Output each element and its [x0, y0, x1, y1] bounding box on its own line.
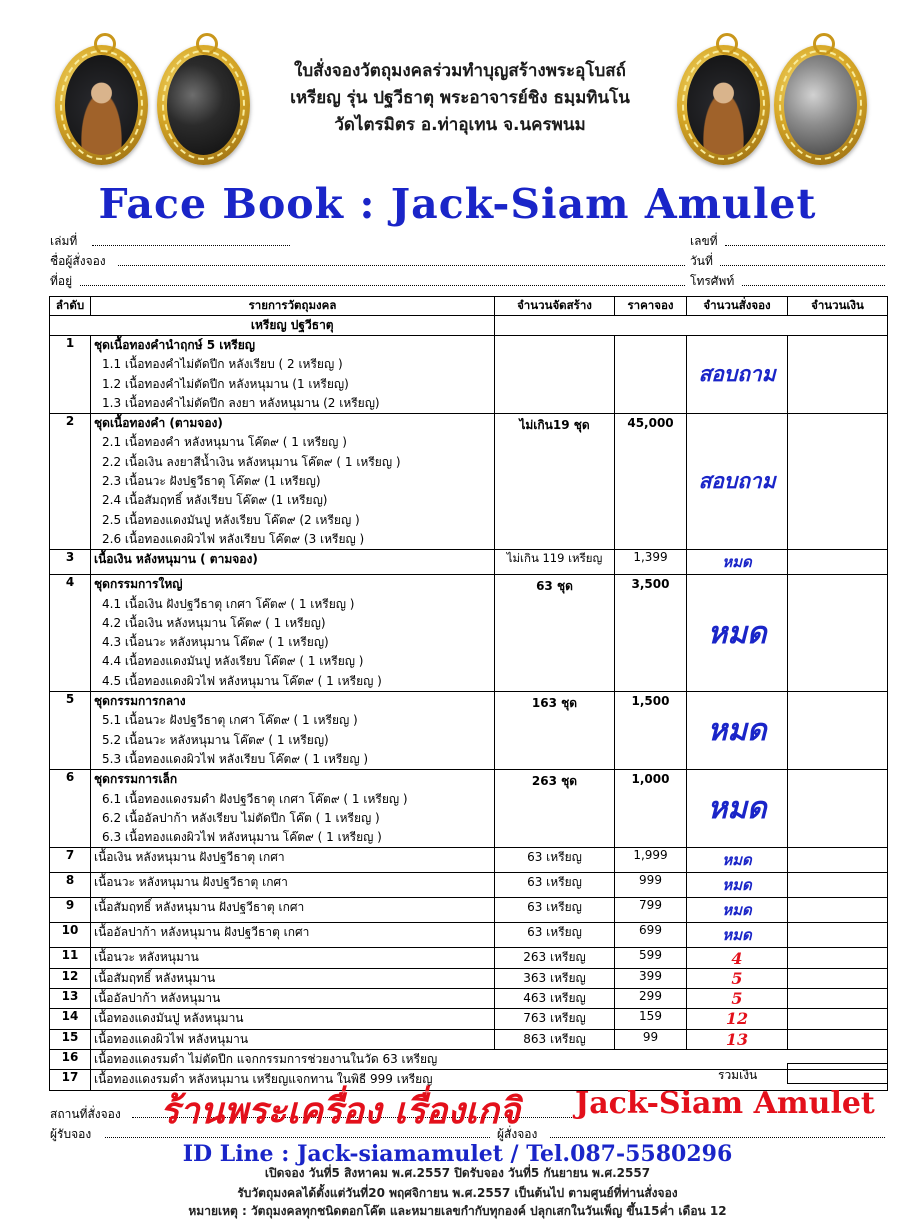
shop-name: ร้านพระเครื่อง เรื่องเกจิ — [160, 1090, 521, 1132]
note-open-close: เปิดจอง วันที่5 สิงหาคม พ.ศ.2557 ปิดรับจอง วันที่5 กันยายน พ.ศ.2557 — [264, 1166, 651, 1180]
price: 699 — [615, 923, 687, 948]
row-title: ชุดเนื้อทองคำนำฤกษ์ 5 เหรียญ — [94, 338, 255, 352]
medallion-back-right — [774, 45, 867, 165]
amount-cell[interactable] — [788, 898, 888, 923]
row-title: เนื้อทองแดงมันปู หลังหนุมาน — [94, 1011, 244, 1026]
amount-cell[interactable] — [788, 948, 888, 968]
sub-item: 1.1 เนื้อทองคำไม่ตัดปีก หลังเรียบ ( 2 เหรียญ ) — [102, 357, 343, 372]
price: 1,000 — [615, 770, 687, 848]
sub-item: 5.1 เนื้อนวะ ฝังปฐวีธาตุ เกศา โค๊ต๙ ( 1 เหรียญ ) — [102, 713, 358, 728]
medallion-front-right — [677, 45, 770, 165]
header-price: ราคาจอง — [615, 297, 687, 316]
status: หมด — [687, 923, 788, 948]
sub-item: 4.3 เนื้อนวะ หลังหนุมาน โค๊ต๙ ( 1 เหรียญ) — [102, 635, 329, 650]
sub-item: 5.2 เนื้อนวะ หลังหนุมาน โค๊ต๙ ( 1 เหรียญ) — [102, 732, 329, 747]
status: สอบถาม — [687, 336, 788, 414]
order-table — [49, 296, 888, 1091]
date-field[interactable] — [720, 265, 885, 266]
name-field[interactable] — [118, 265, 685, 266]
amount-cell[interactable] — [788, 968, 888, 988]
price: 99 — [615, 1029, 687, 1049]
status: หมด — [687, 848, 788, 873]
amount-cell[interactable] — [788, 414, 888, 550]
row-title: ชุดกรรมการกลาง — [94, 694, 186, 709]
row-no: 2 — [50, 414, 91, 550]
row-title: ชุดกรรมการเล็ก — [94, 772, 178, 787]
row-title: เนื้อทองแดงรมดำ ไม่ตัดปีก แจกกรรมการช่วยงานในวัด 63 เหรียญ — [94, 1051, 438, 1066]
sub-item: 4.5 เนื้อทองแดงผิวไฟ หลังหนุมาน โค๊ต๙ ( 1 เหรียญ ) — [102, 673, 382, 688]
price: 799 — [615, 898, 687, 923]
status: 5 — [687, 989, 788, 1009]
subheader: เหรียญ ปฐวีธาตุ — [91, 316, 495, 336]
row-no: 5 — [50, 692, 91, 770]
price: 999 — [615, 873, 687, 898]
row-title: เนื้อเงิน หลังหนุมาน ฝังปฐวีธาตุ เกศา — [94, 850, 285, 865]
sub-item: 5.3 เนื้อทองแดงผิวไฟ หลังเรียบ โค๊ต๙ ( 1 เหรียญ ) — [102, 751, 369, 766]
address-field[interactable] — [80, 285, 685, 286]
amount-cell[interactable] — [788, 336, 888, 414]
book-no-field[interactable] — [92, 245, 290, 246]
production-qty: 163 ชุด — [495, 692, 615, 770]
header-order-qty: จำนวนสั่งจอง — [687, 297, 788, 316]
shop-label: สถานที่สั่งจอง — [50, 1107, 121, 1121]
sub-item: 4.1 เนื้อเงิน ฝังปฐวีธาตุ เกศา โค๊ต๙ ( 1 เหรียญ ) — [102, 596, 355, 611]
amount-cell[interactable] — [788, 550, 888, 575]
receiver-label: ผู้รับจอง — [50, 1127, 92, 1141]
production-qty: ไม่เกิน19 ชุด — [495, 414, 615, 550]
amount-cell[interactable] — [788, 575, 888, 692]
row-title: เนื้ออัลปาก้า หลังหนุมาน — [94, 991, 221, 1006]
sub-item: 1.3 เนื้อทองคำไม่ตัดปีก ลงยา หลังหนุมาน (2 เหรียญ) — [102, 395, 380, 410]
sub-item: 2.5 เนื้อทองแดงมันปู หลังเรียบ โค๊ต๙ (2 เหรียญ ) — [102, 512, 360, 527]
row-title: เนื้อสัมฤทธิ์ หลังหนุมาน ฝังปฐวีธาตุ เกศา — [94, 900, 305, 915]
row-no: 9 — [50, 898, 91, 923]
id-line-contact: ID Line : Jack-siamamulet / Tel.087-5580296 — [182, 1141, 733, 1167]
shop-name-en: Jack-Siam Amulet — [575, 1086, 875, 1121]
sub-item: 2.1 เนื้อทองคำ หลังหนุมาน โค๊ต๙ ( 1 เหรียญ ) — [102, 435, 347, 450]
orderer-label: ผู้สั่งจอง — [497, 1127, 538, 1141]
header-amount: จำนวนเงิน — [788, 297, 888, 316]
status: หมด — [687, 898, 788, 923]
sub-item: 6.3 เนื้อทองแดงผิวไฟ หลังหนุมาน โค๊ต๙ ( 1 เหรียญ ) — [102, 830, 382, 845]
row-no: 7 — [50, 848, 91, 873]
status: หมด — [687, 873, 788, 898]
amount-cell[interactable] — [788, 989, 888, 1009]
sub-item: 6.1 เนื้อทองแดงรมดำ ฝังปฐวีธาตุ เกศา โค๊ต๙ ( 1 เหรียญ ) — [102, 791, 408, 806]
note-receive: รับวัตถุมงคลได้ตั้งแต่วันที่20 พฤศจิกายน พ.ศ.2557 เป็นต้นไป ตามศูนย์ที่ท่านสั่งจอง — [237, 1186, 678, 1200]
address-label: ที่อยู่ — [50, 274, 73, 288]
sub-item: 4.2 เนื้อเงิน หลังหนุมาน โค๊ต๙ ( 1 เหรียญ) — [102, 615, 326, 630]
number-field[interactable] — [725, 245, 885, 246]
price: 599 — [615, 948, 687, 968]
orderer-field[interactable] — [550, 1137, 885, 1138]
row-no: 13 — [50, 989, 91, 1009]
status: หมด — [687, 575, 788, 692]
row-title: ชุดเนื้อทองคำ (ตามจอง) — [94, 416, 223, 431]
row-no: 11 — [50, 948, 91, 968]
price: 3,500 — [615, 575, 687, 692]
total-field[interactable] — [787, 1063, 888, 1084]
production-qty: 63 ชุด — [495, 575, 615, 692]
amount-cell[interactable] — [788, 848, 888, 873]
row-title: เนื้อสัมฤทธิ์ หลังหนุมาน — [94, 970, 216, 985]
price: 45,000 — [615, 414, 687, 550]
amount-cell[interactable] — [788, 770, 888, 848]
production-qty: 63 เหรียญ — [495, 873, 615, 898]
status: หมด — [687, 692, 788, 770]
production-qty: ไม่เกิน 119 เหรียญ — [495, 550, 615, 575]
row-no: 12 — [50, 968, 91, 988]
row-no: 10 — [50, 923, 91, 948]
sub-item: 2.4 เนื้อสัมฤทธิ์ หลังเรียบ โค๊ต๙ (1 เหรียญ) — [102, 493, 328, 508]
production-qty: 363 เหรียญ — [495, 968, 615, 988]
row-no: 8 — [50, 873, 91, 898]
sub-item: 2.3 เนื้อนวะ ฝังปฐวีธาตุ โค๊ต๙ (1 เหรียญ) — [102, 474, 321, 489]
header-item: รายการวัตถุมงคล — [91, 297, 495, 316]
row-no: 14 — [50, 1009, 91, 1029]
production-qty — [495, 336, 615, 414]
price: 1,399 — [615, 550, 687, 575]
row-title: เนื้ออัลปาก้า หลังหนุมาน ฝังปฐวีธาตุ เกศา — [94, 925, 310, 940]
row-no: 15 — [50, 1029, 91, 1049]
price: 1,999 — [615, 848, 687, 873]
book-no-label: เล่มที่ — [50, 234, 78, 248]
row-no: 16 — [50, 1049, 91, 1069]
row-title: เนื้อเงิน หลังหนุมาน ( ตามจอง) — [94, 552, 258, 567]
row-no: 6 — [50, 770, 91, 848]
price: 399 — [615, 968, 687, 988]
row-no: 17 — [50, 1070, 91, 1090]
production-qty: 63 เหรียญ — [495, 923, 615, 948]
row-no: 4 — [50, 575, 91, 692]
number-label: เลขที่ — [690, 234, 718, 248]
row-title: เนื้อทองแดงรมดำ หลังหนุมาน เหรียญแจกทาน ในพิธี 999 เหรียญ — [94, 1072, 433, 1087]
amount-cell[interactable] — [788, 1029, 888, 1049]
status: 5 — [687, 968, 788, 988]
status: หมด — [687, 770, 788, 848]
sub-item: 2.6 เนื้อทองแดงผิวไฟ หลังเรียบ โค๊ต๙ (3 เหรียญ ) — [102, 531, 365, 546]
total-label: รวมเงิน — [718, 1068, 758, 1082]
date-label: วันที่ — [690, 254, 713, 268]
sub-item: 2.2 เนื้อเงิน ลงยาสีน้ำเงิน หลังหนุมาน โค๊ต๙ ( 1 เหรียญ ) — [102, 454, 401, 469]
row-title: เนื้อทองแดงผิวไฟ หลังหนุมาน — [94, 1031, 249, 1046]
note-remark: หมายเหตุ : วัตถุมงคลทุกชนิดตอกโค๊ต และหมายเลขกำกับทุกองค์ ปลุกเสกในวันเพ็ญ ขึ้น15ค่ำ เดือน 12 — [188, 1204, 727, 1218]
facebook-title: Face Book : Jack-Siam Amulet — [98, 180, 817, 228]
price — [615, 336, 687, 414]
row-title: เนื้อนวะ หลังหนุมาน — [94, 950, 199, 965]
status: สอบถาม — [687, 414, 788, 550]
row-no: 1 — [50, 336, 91, 414]
production-qty: 763 เหรียญ — [495, 1009, 615, 1029]
price: 1,500 — [615, 692, 687, 770]
receiver-field[interactable] — [105, 1137, 490, 1138]
row-title: เนื้อนวะ หลังหนุมาน ฝังปฐวีธาตุ เกศา — [94, 875, 288, 890]
amount-cell[interactable] — [788, 1009, 888, 1029]
phone-label: โทรศัพท์ — [690, 274, 735, 288]
medallion-front-left — [55, 45, 148, 165]
header-line-2: เหรียญ รุ่น ปฐวีธาตุ พระอาจารย์ชิง ธมฺมทินโน — [290, 88, 630, 108]
production-qty: 263 เหรียญ — [495, 948, 615, 968]
status: 12 — [687, 1009, 788, 1029]
production-qty: 263 ชุด — [495, 770, 615, 848]
amount-cell[interactable] — [788, 692, 888, 770]
sub-item: 6.2 เนื้ออัลปาก้า หลังเรียบ ไม่ตัดปีก โค๊ต ( 1 เหรียญ ) — [102, 810, 380, 825]
production-qty: 63 เหรียญ — [495, 898, 615, 923]
row-no: 3 — [50, 550, 91, 575]
header-line-3: วัดไตรมิตร อ.ท่าอุเทน จ.นครพนม — [334, 115, 586, 135]
production-qty: 863 เหรียญ — [495, 1029, 615, 1049]
header-line-1: ใบสั่งจองวัตถุมงคลร่วมทำบุญสร้างพระอุโบสถ์ — [294, 61, 626, 81]
status: หมด — [687, 550, 788, 575]
price: 299 — [615, 989, 687, 1009]
status: 13 — [687, 1029, 788, 1049]
price: 159 — [615, 1009, 687, 1029]
amount-cell[interactable] — [788, 873, 888, 898]
sub-item: 4.4 เนื้อทองแดงมันปู หลังเรียบ โค๊ต๙ ( 1 เหรียญ ) — [102, 654, 364, 669]
production-qty: 63 เหรียญ — [495, 848, 615, 873]
status: 4 — [687, 948, 788, 968]
production-qty: 463 เหรียญ — [495, 989, 615, 1009]
medallion-back-left — [157, 45, 250, 165]
header-production: จำนวนจัดสร้าง — [495, 297, 615, 316]
sub-item: 1.2 เนื้อทองคำไม่ตัดปีก หลังหนุมาน (1 เหรียญ) — [102, 376, 349, 391]
name-label: ชื่อผู้สั่งจอง — [50, 254, 106, 268]
phone-field[interactable] — [742, 285, 885, 286]
row-title: ชุดกรรมการใหญ่ — [94, 577, 183, 592]
header-no: ลำดับ — [50, 297, 91, 316]
amount-cell[interactable] — [788, 923, 888, 948]
